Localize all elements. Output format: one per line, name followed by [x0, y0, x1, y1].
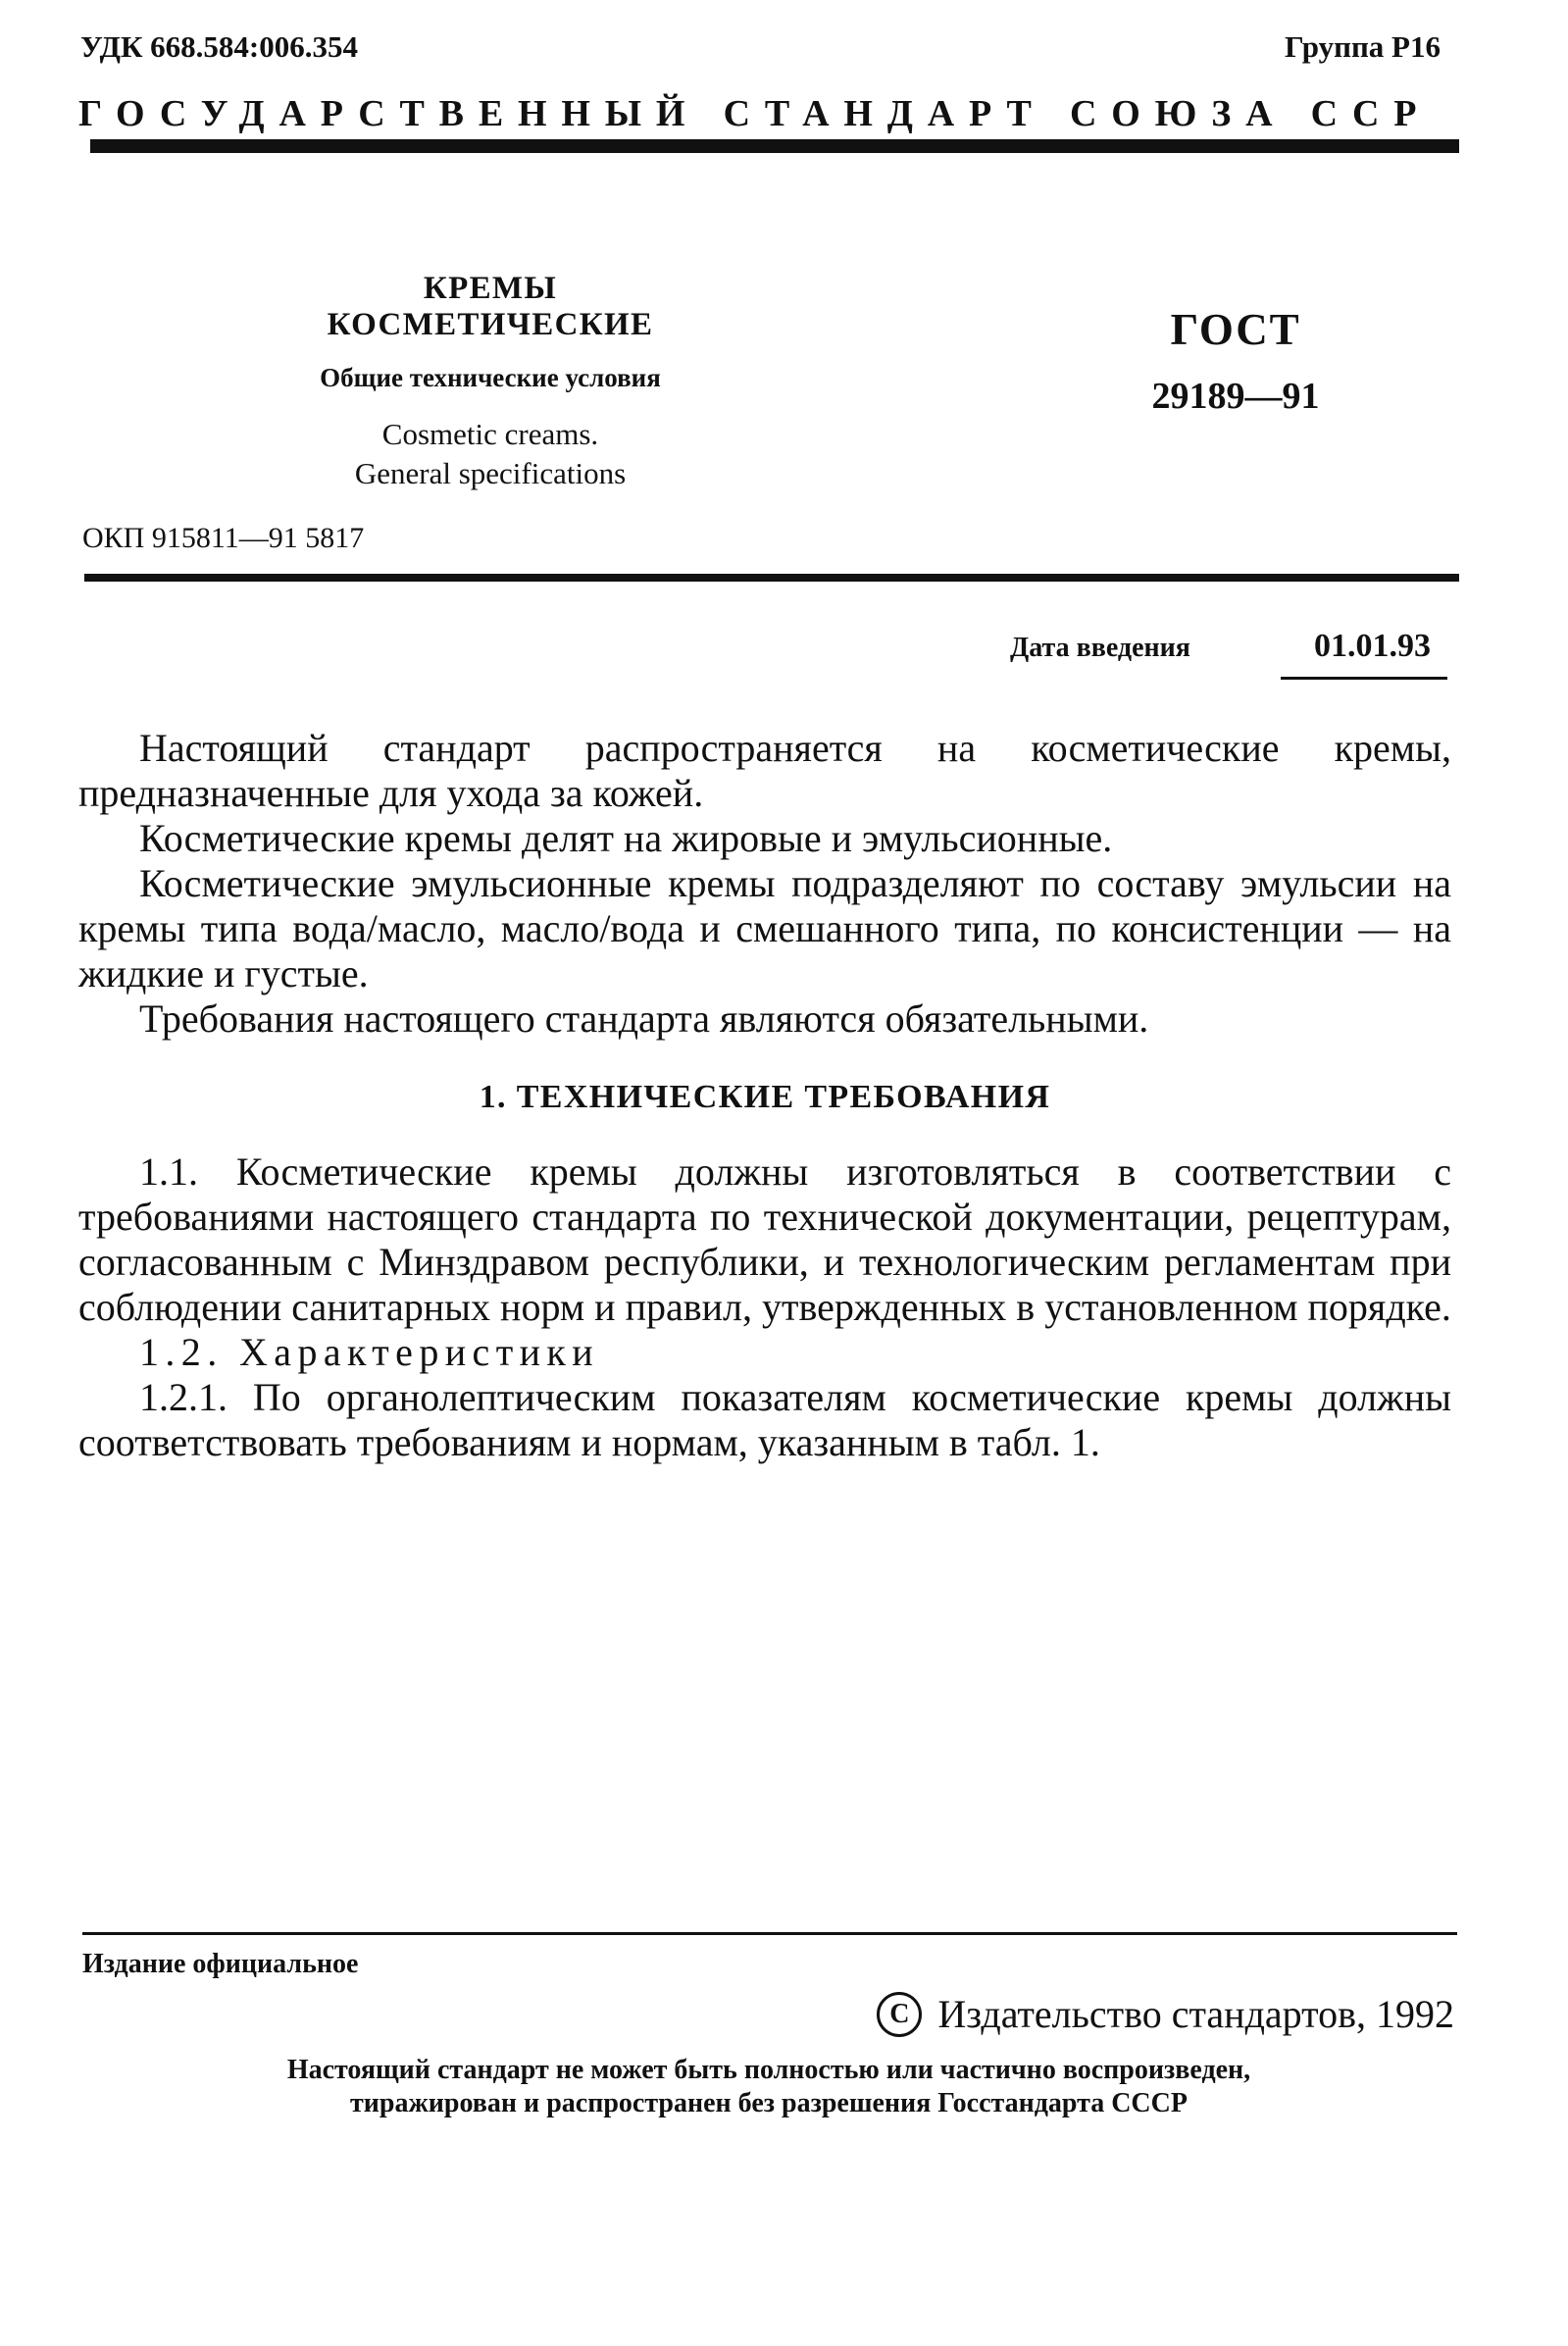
gost-number: 29189—91 [1151, 376, 1320, 417]
paragraph-scope: Настоящий стандарт распространяется на косметические кремы, предназначенные для ухода за кожей. [78, 726, 1451, 815]
paragraph-mandatory: Требования настоящего стандарта являются обязательными. [139, 996, 1149, 1041]
document-body [78, 726, 1451, 1465]
clause-1-1: 1.1. Косметические кремы должны изготовляться в соответствии с требованиями настоящего стандарта по технической документации, рецептурам, согласованным с Минздравом республики, и технологическим регламентам при соблюдении санитарных норм и правил, утвержденных в установленном порядке. [78, 1149, 1451, 1329]
english-title-line1: Cosmetic creams. [381, 417, 599, 451]
english-title-line2: General specifications [354, 456, 627, 490]
reproduction-notice [82, 2054, 1455, 2120]
notice-line1: Настоящий стандарт не может быть полностью или частично воспроизведен, [286, 2055, 1251, 2085]
document-title: КРЕМЫ КОСМЕТИЧЕСКИЕ [327, 271, 654, 342]
title-block [265, 271, 716, 493]
gost-block [1138, 304, 1334, 418]
udk-code: УДК 668.584:006.354 [80, 29, 358, 64]
document-subtitle: Общие технические условия [320, 363, 661, 392]
paragraph-emulsion: Косметические эмульсионные кремы подразделяют по составу эмульсии на кремы типа вода/масло, масло/вода и смешанного типа, по консистенции — на жидкие и густые. [78, 861, 1451, 995]
clause-1-2-1: 1.2.1. По органолептическим показателям косметические кремы должны соответствовать требованиям и нормам, указанным в табл. 1. [78, 1375, 1451, 1464]
edition-label: Издание официальное [82, 1949, 359, 1979]
intro-date-label: Дата введения [1010, 633, 1190, 663]
english-title [265, 415, 716, 493]
copyright-icon: C [877, 1992, 922, 2037]
gost-label: ГОСТ [1170, 305, 1301, 354]
copyright-text: Издательство стандартов, 1992 [937, 1992, 1454, 2036]
section-heading: 1. ТЕХНИЧЕСКИЕ ТРЕБОВАНИЯ [479, 1079, 1051, 1115]
okp-code: ОКП 915811—91 5817 [82, 522, 365, 554]
state-standard-heading: ГОСУДАРСТВЕННЫЙ СТАНДАРТ СОЮЗА ССР [78, 93, 1432, 134]
intro-date-value: 01.01.93 [1314, 628, 1431, 664]
title-rule [84, 574, 1459, 582]
group-code: Группа Р16 [1284, 29, 1441, 64]
intro-date-underline [1281, 677, 1447, 680]
copyright-line [877, 1991, 1454, 2037]
header-rule [90, 139, 1459, 153]
paragraph-types: Косметические кремы делят на жировые и эмульсионные. [139, 816, 1113, 860]
footer-rule [82, 1932, 1457, 1935]
notice-line2: тиражирован и распространен без разрешения Госстандарта СССР [350, 2088, 1188, 2118]
clause-1-2: 1.2. Характеристики [139, 1330, 600, 1374]
